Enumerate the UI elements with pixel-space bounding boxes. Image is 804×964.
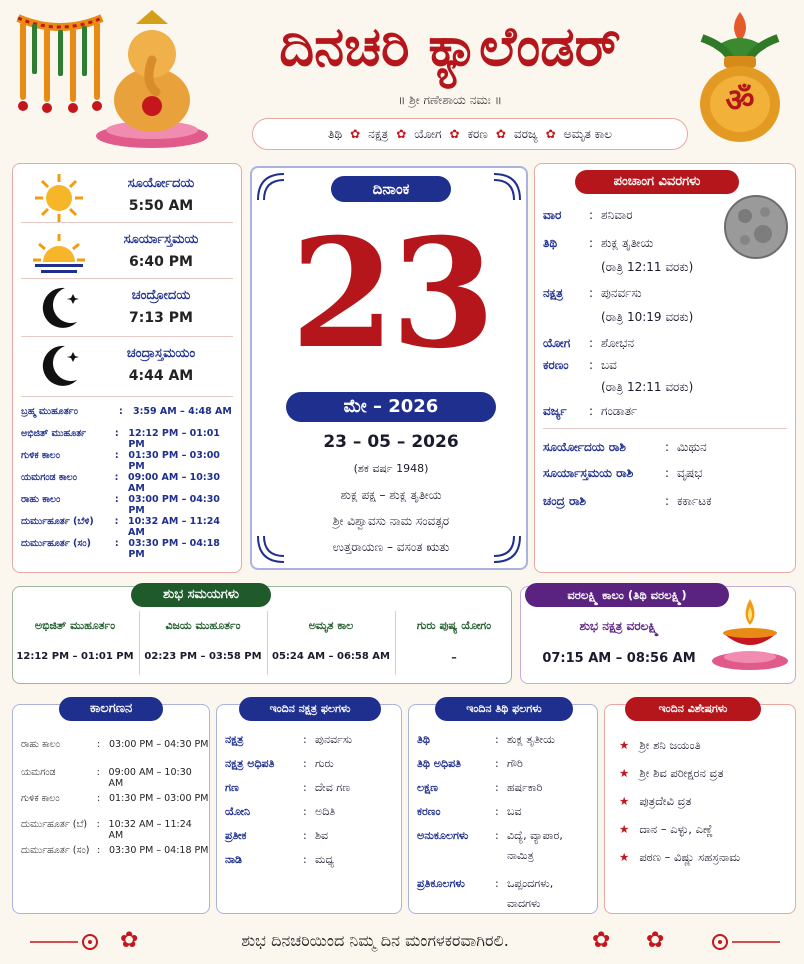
list-item: ಅನುಕೂಲಗಳು : ವಿದ್ಯೆ, ವ್ಯಾಪಾರ, bbox=[417, 829, 563, 842]
sunset-icon bbox=[31, 230, 87, 278]
shubha-col-time: – bbox=[451, 651, 457, 664]
varalakshmi-name: ಶುಭ ನಕ್ಷತ್ರ ವರಲಕ್ಷ್ಮಿ bbox=[579, 619, 659, 633]
list-item: ದುರ್ಮುಹೂರ್ತ (ಸಂ) : 03:30 PM – 04:18 PM bbox=[21, 845, 209, 856]
shubha-col-time: 05:24 AM – 06:58 AM bbox=[272, 651, 390, 662]
sun-icon bbox=[33, 172, 85, 224]
star-icon: ★ bbox=[619, 766, 630, 780]
list-item: ★ ದಾನ – ಎಳ್ಳು, ಎಣ್ಣೆ bbox=[619, 822, 713, 836]
paksha: ಶುಕ್ಲ ಪಕ್ಷ – ಶುಕ್ಲ ತೃತೀಯ bbox=[340, 488, 442, 502]
diya-lamp-icon bbox=[709, 595, 791, 675]
shaka-year: (ಶಕ ವರ್ಷ 1948) bbox=[353, 462, 429, 475]
shubha-col-name: ಅಭಿಜಿತ್ ಮುಹೂರ್ತಂ bbox=[34, 619, 116, 632]
list-item: ತಿಥಿ ಅಧಿಪತಿ : ಗೌರಿ bbox=[417, 757, 523, 770]
flower-icon: ✿ bbox=[646, 928, 665, 953]
kalagana-title: ಕಾಲಗಣನ bbox=[59, 697, 163, 721]
flower-icon: ✿ bbox=[350, 127, 361, 141]
list-item: ರಾಹು ಕಾಲಂ : 03:00 PM – 04:30 PM bbox=[21, 494, 220, 516]
corner-ornament-icon bbox=[256, 172, 286, 202]
list-item: ತಿಥಿ : ಶುಕ್ಲ ತೃತೀಯ bbox=[417, 733, 555, 746]
list-item: ತಿಥಿ : ಶುಕ್ಲ ತೃತೀಯ bbox=[543, 236, 654, 250]
flower-icon: ✿ bbox=[396, 127, 407, 141]
star-icon: ★ bbox=[619, 850, 630, 864]
list-item: ನಾಮಿತ್ರ bbox=[507, 849, 534, 862]
list-item: ನಕ್ಷತ್ರ ಅಧಿಪತಿ : ಗುರು bbox=[225, 757, 334, 770]
list-item: ನಕ್ಷತ್ರ : ಪುನರ್ವಸು bbox=[543, 286, 642, 300]
kalagana-card bbox=[12, 701, 210, 914]
month-year: ಮೇ – 2026 bbox=[286, 392, 496, 422]
list-item: ವರ್ಜ್ಯ : ಗಂಡಾರ್ತ bbox=[543, 404, 638, 418]
tag-nakshatra: ನಕ್ಷತ್ರ bbox=[368, 126, 389, 141]
list-item: (ರಾತ್ರಿ 12:11 ವರಕು) bbox=[601, 380, 694, 394]
ayana: ಉತ್ತರಾಯಣ – ವಸಂತ ಋತು bbox=[332, 540, 450, 554]
date-day: 23 bbox=[290, 206, 492, 382]
list-item: ಸೂರ್ಯೋದಯ ರಾಶಿ : ಮಿಥುನ bbox=[543, 440, 707, 454]
moonrise-label: ಚಂದ್ರೋದಯ bbox=[131, 288, 191, 303]
list-item: ★ ಪುತ್ರದೇವಿ ವ್ರತ bbox=[619, 794, 692, 808]
footer bbox=[0, 924, 804, 958]
list-item: ಯೋನಿ : ಅದಿತಿ bbox=[225, 805, 336, 818]
list-item: ★ ಶ್ರೀ ಶನಿ ಜಯಂತಿ bbox=[619, 738, 701, 752]
list-item: ಕರಣಂ : ಬವ bbox=[417, 805, 522, 818]
varalakshmi-time: 07:15 AM – 08:56 AM bbox=[542, 651, 696, 666]
sunrise-label: ಸೂರ್ಯೋದಯ bbox=[127, 176, 195, 191]
list-item: ಚಂದ್ರ ರಾಶಿ : ಕರ್ಕಾಟಕ bbox=[543, 494, 712, 508]
tithi-phala-card bbox=[408, 704, 598, 914]
list-item: ಪ್ರತೀಕ : ಶಿವ bbox=[225, 829, 329, 842]
flower-icon: ✿ bbox=[449, 127, 460, 141]
list-item: ದುರ್ಮುಹೂರ್ತ (ಬೆಳಿ) : 10:32 AM – 11:24 AM bbox=[21, 516, 220, 538]
footer-text: ಶುಭ ದಿನಚರಿಯಿಂದ ನಿಮ್ಮ ದಿನ ಮಂಗಳಕರವಾಗಿರಲಿ. bbox=[241, 931, 509, 950]
subtitle: ॥ ಶ್ರೀ ಗಣೇಶಾಯ ನಮಃ ॥ bbox=[398, 93, 502, 107]
moonset-time: 4:44 AM bbox=[128, 368, 194, 384]
list-item: ದುರ್ಮುಹೂರ್ತ (ಬೆ) : 10:32 AM – 11:24 AM bbox=[21, 819, 192, 841]
list-item: ಗುಳಿಕ ಕಾಲಂ : 01:30 PM – 03:00 PM bbox=[21, 450, 220, 472]
tag-amrita: ಅಮೃತ ಕಾಲ bbox=[563, 126, 613, 141]
special-list bbox=[619, 731, 795, 871]
special-card bbox=[604, 704, 796, 914]
nakshatra-phala-title: ಇಂದಿನ ನಕ್ಷತ್ರ ಫಲಗಳು bbox=[239, 697, 381, 721]
list-item: ★ ಶ್ರೀ ಶಿವ ಪರೀಕ್ಷರನ ವ್ರತ bbox=[619, 766, 724, 780]
ornament-icon bbox=[30, 932, 110, 952]
corner-ornament-icon bbox=[256, 534, 286, 564]
tag-varjya: ವರಜ್ಯ bbox=[513, 126, 538, 141]
list-item: ನಕ್ಷತ್ರ : ಪುನರ್ವಸು bbox=[225, 733, 353, 746]
flower-icon: ✿ bbox=[495, 127, 506, 141]
star-icon: ★ bbox=[619, 794, 630, 808]
list-item: ರಾಹು ಕಾಲಂ : 03:00 PM – 04:30 PM bbox=[21, 739, 209, 750]
om-symbol: ॐ bbox=[725, 81, 755, 119]
list-item: ವಾರ : ಶನಿವಾರ bbox=[543, 208, 633, 222]
star-icon: ★ bbox=[619, 738, 630, 752]
flower-icon: ✿ bbox=[592, 928, 611, 953]
list-item: ಯಮಗಂಡ ಕಾಲಂ : 09:00 AM – 10:30 AM bbox=[21, 472, 220, 494]
samvatsara: ಶ್ರೀ ವಿಶ್ವಾವಸು ನಾಮ ಸಂವತ್ಸರ bbox=[332, 514, 450, 528]
sun-moon-card bbox=[12, 163, 242, 573]
list-item: ನಾಡಿ : ಮಧ್ಯ bbox=[225, 853, 335, 866]
ganesha-icon bbox=[92, 8, 212, 150]
date-card bbox=[250, 166, 528, 570]
list-item: (ರಾತ್ರಿ 12:11 ವರಕು) bbox=[601, 260, 694, 274]
sunset-time: 6:40 PM bbox=[129, 254, 193, 270]
sunrise-time: 5:50 AM bbox=[128, 198, 194, 214]
full-moon-icon bbox=[723, 194, 789, 260]
shubha-card bbox=[12, 586, 512, 684]
header bbox=[0, 0, 804, 160]
star-icon: ★ bbox=[619, 822, 630, 836]
list-item: ಗಣ : ದೇವ ಗಣ bbox=[225, 781, 351, 794]
ornament-icon bbox=[700, 932, 780, 952]
corner-ornament-icon bbox=[492, 172, 522, 202]
list-item: ಯೋಗ : ಶೋಭನ bbox=[543, 336, 635, 350]
list-item: ಲಕ್ಷಣ : ಹರ್ಷಕಾರಿ bbox=[417, 781, 543, 794]
date-label: ದಿನಾಂಕ bbox=[331, 176, 451, 202]
list-item: (ರಾತ್ರಿ 10:19 ವರಕು) bbox=[601, 310, 694, 324]
panchanga-title: ಪಂಚಾಂಗ ವಿವರಗಳು bbox=[575, 170, 739, 194]
full-date: 23 – 05 – 2026 bbox=[323, 432, 459, 452]
list-item: ಬ್ರಹ್ಮ ಮುಹೂರ್ತಂ : 3:59 AM – 4:48 AM bbox=[21, 406, 232, 417]
shubha-col-name: ಗುರು ಪುಷ್ಯ ಯೋಗಂ bbox=[416, 619, 492, 632]
list-item: ವಾದಗಳು bbox=[507, 897, 541, 910]
shubha-col-time: 02:23 PM – 03:58 PM bbox=[144, 651, 262, 662]
moonrise-time: 7:13 PM bbox=[129, 310, 193, 326]
varalakshmi-card bbox=[520, 586, 796, 684]
shubha-col-time: 12:12 PM – 01:01 PM bbox=[16, 651, 134, 662]
list-item: ದುರ್ಮುಹೂರ್ತ (ಸಂ) : 03:30 PM – 04:18 PM bbox=[21, 538, 220, 560]
tag-tithi: ತಿಥಿ bbox=[327, 126, 343, 141]
moonset-label: ಚಂದ್ರಾಸ್ತಮಯಂ bbox=[126, 346, 196, 361]
list-item: ಪ್ರತಿಕೂಲಗಳು : ಒಪ್ಪಂದಗಳು, bbox=[417, 877, 554, 890]
tag-strip bbox=[252, 118, 688, 150]
shubha-title: ಶುಭ ಸಮಯಗಳು bbox=[131, 583, 271, 607]
moon-icon bbox=[35, 284, 83, 334]
varalakshmi-title: ವರಲಕ್ಷ್ಮಿ ಕಾಲಂ (ತಿಥಿ ವರಲಕ್ಷ್ಮಿ) bbox=[525, 583, 729, 607]
flower-icon: ✿ bbox=[120, 928, 139, 953]
sunset-label: ಸೂರ್ಯಾಸ್ತಮಯ bbox=[123, 232, 199, 247]
list-item: ಅಭಿಜಿತ್ ಮುಹೂರ್ತ : 12:12 PM – 01:01 PM bbox=[21, 428, 220, 450]
app-title: ದಿನಚರಿ ಕ್ಯಾಲೆಂಡರ್ bbox=[279, 14, 621, 78]
list-item: ಕರಣಂ : ಬವ bbox=[543, 358, 617, 372]
flower-icon: ✿ bbox=[545, 127, 556, 141]
panchanga-card bbox=[534, 163, 796, 573]
corner-ornament-icon bbox=[492, 534, 522, 564]
shubha-col-name: ಅಮೃತ ಕಾಲ bbox=[308, 619, 354, 632]
list-item: ★ ಪಠಣ – ವಿಷ್ಣು ಸಹಸ್ರನಾಮ bbox=[619, 850, 741, 864]
list-item: ಯಮಗಂಡ : 09:00 AM – 10:30 AM bbox=[21, 767, 192, 789]
tag-yoga: ಯೋಗ bbox=[414, 126, 442, 141]
special-title: ಇಂದಿನ ವಿಶೇಷಗಳು bbox=[625, 697, 761, 721]
tag-karana: ಕರಣ bbox=[467, 126, 488, 141]
moon-icon bbox=[35, 342, 83, 392]
list-item: ಗುಳಿಕ ಕಾಲಂ : 01:30 PM – 03:00 PM bbox=[21, 793, 209, 804]
tithi-phala-title: ಇಂದಿನ ತಿಥಿ ಫಲಗಳು bbox=[435, 697, 573, 721]
list-item: ಸೂರ್ಯಾಸ್ತಮಯ ರಾಶಿ : ವೃಷಭ bbox=[543, 466, 703, 480]
nakshatra-phala-card bbox=[216, 704, 402, 914]
shubha-col-name: ವಿಜಯ ಮುಹೂರ್ತಂ bbox=[165, 619, 241, 632]
